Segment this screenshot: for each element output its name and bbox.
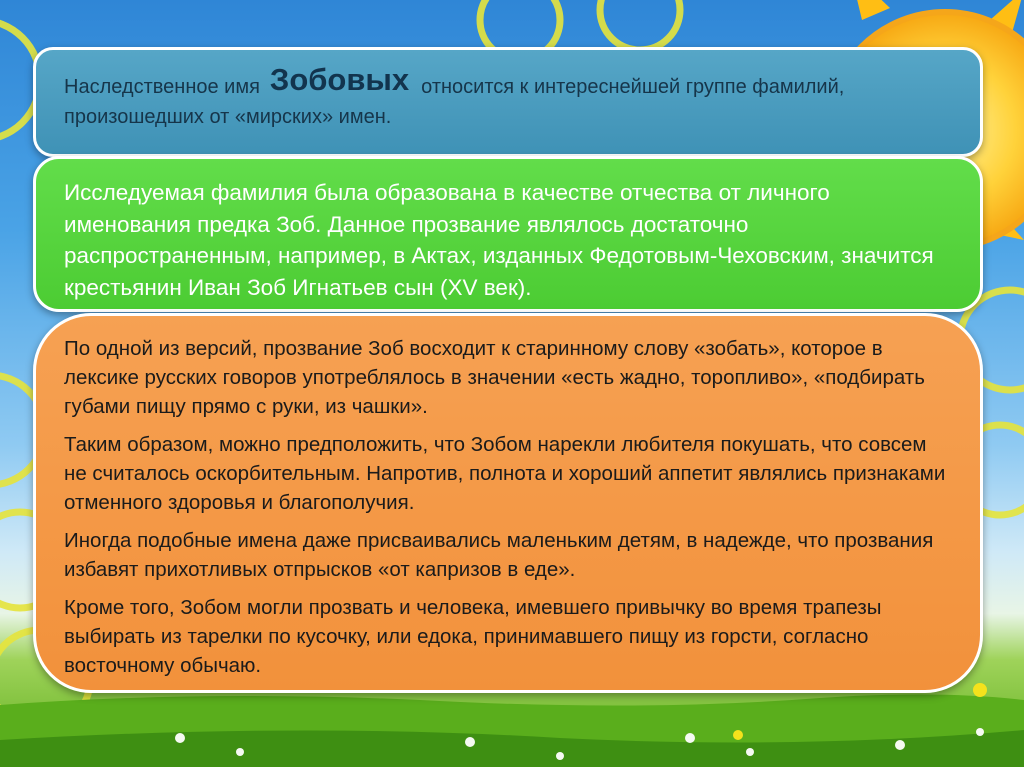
intro-text-after: относится к интереснейшей группе фамилий, произошедших от «мирских» имен.: [64, 76, 845, 128]
details-paragraph-4: Кроме того, Зобом могли прозвать и человека, имевшего привычку во время трапезы выбирать из тарелки по кусочку, или едока, принимавшего пищу из горсти, согласно восточному обычаю.: [64, 596, 882, 677]
surname-title: Зобовых: [269, 62, 410, 97]
details-paragraph-1: По одной из версий, прозвание Зоб восходит к старинному слову «зобать», которое в лексике русских говоров употреблялось в значении «есть жадно, торопливо», «подбирать губами пищу прямо с руки, из чашки».: [64, 337, 925, 418]
origin-box: [33, 156, 983, 312]
details-paragraph-3: Иногда подобные имена даже присваивались маленьким детям, в надежде, что прозвания избавят прихотливых отпрысков «от капризов в еде».: [64, 529, 934, 581]
grass-field: [0, 694, 1024, 767]
details-box: [33, 313, 983, 693]
intro-text-before: Наследственное имя: [64, 76, 260, 98]
details-paragraph-2: Таким образом, можно предположить, что Зобом нарекли любителя покушать, что совсем не считалось оскорбительным. Напротив, полнота и хороший аппетит являлись признаками отменного здоровья и благополучия.: [64, 433, 946, 514]
origin-text: Исследуемая фамилия была образована в качестве отчества от личного именования предка Зоб. Данное прозвание являлось достаточно распространенным, например, в Актах, изданных Федотовым-Чеховским, значится крестьянин Иван Зоб Игнатьев сын (XV век).: [64, 180, 934, 300]
intro-box: [33, 47, 983, 157]
